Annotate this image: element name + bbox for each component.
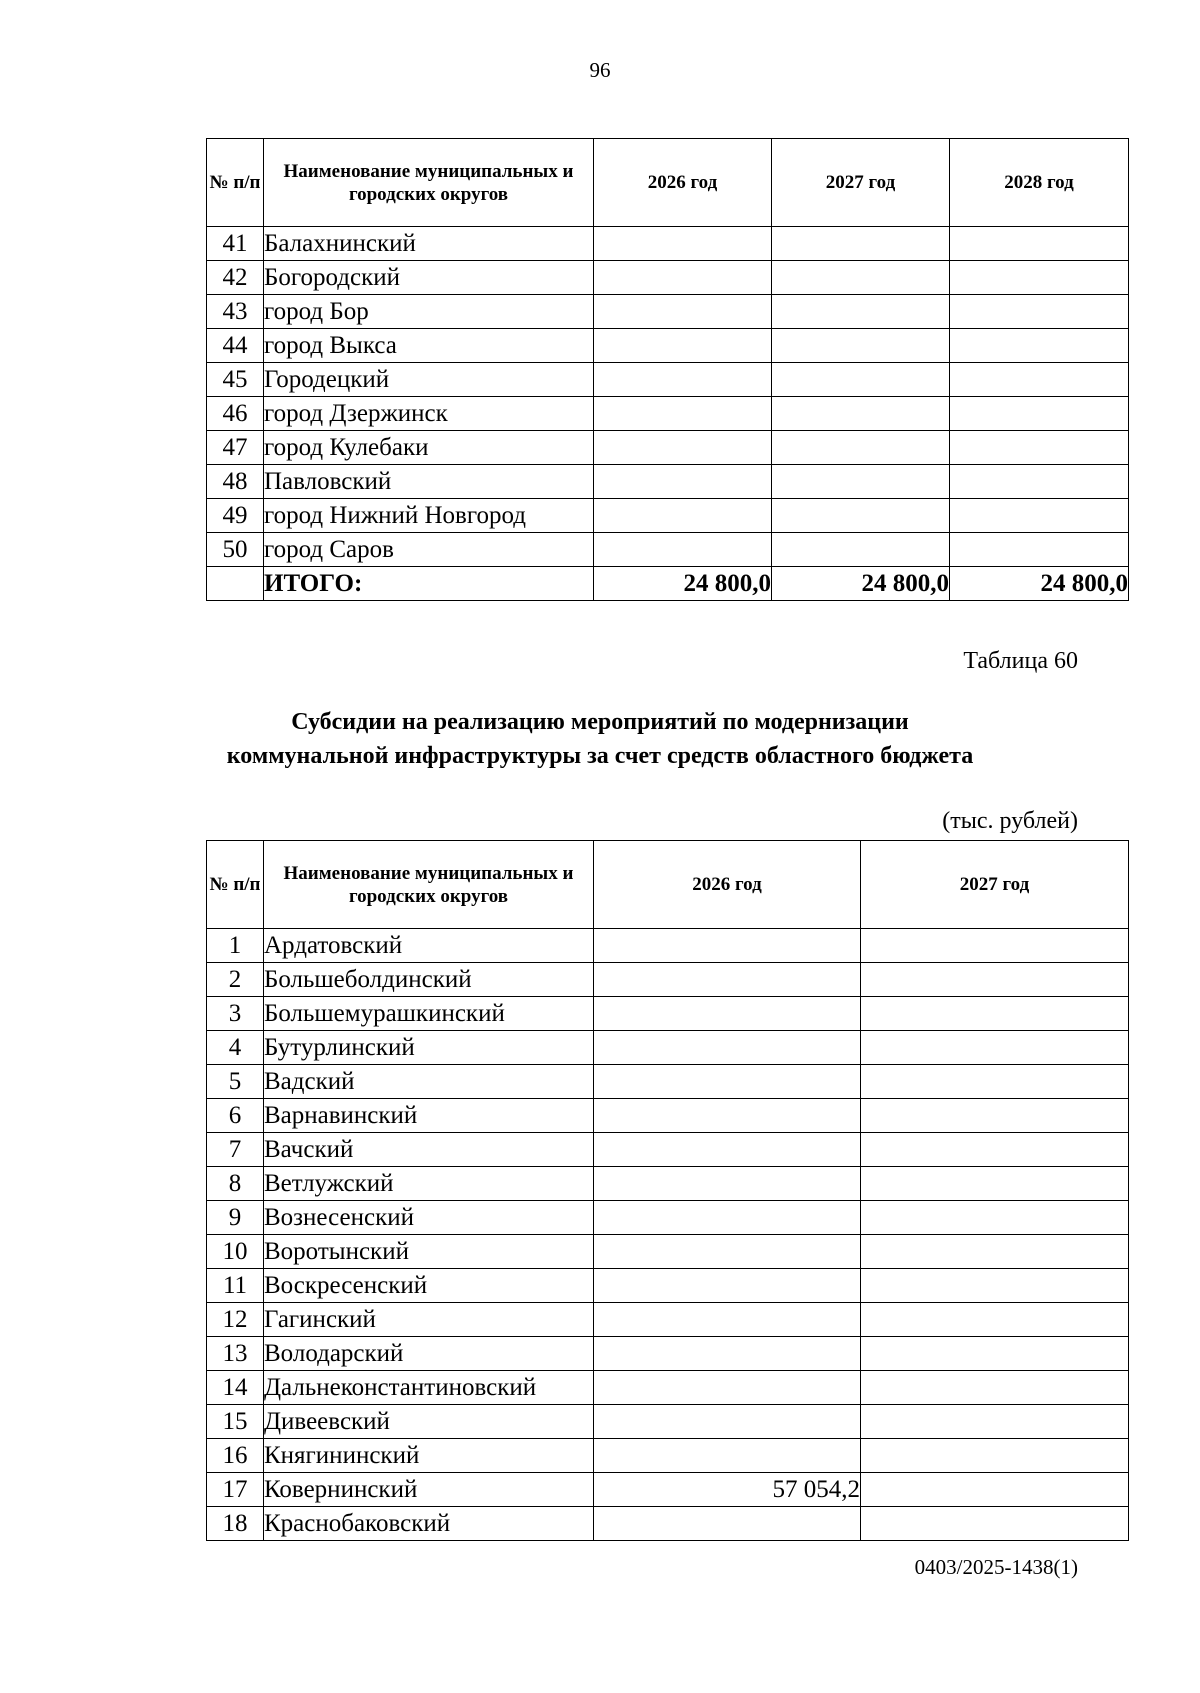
municipality-name: Дальнеконстантиновский bbox=[264, 1371, 594, 1405]
table-row bbox=[207, 997, 1129, 1031]
row-number: 6 bbox=[207, 1099, 264, 1133]
value-cell bbox=[950, 295, 1129, 329]
table-row bbox=[207, 329, 1129, 363]
value-cell bbox=[772, 431, 950, 465]
row-number: 9 bbox=[207, 1201, 264, 1235]
value-cell bbox=[594, 1099, 861, 1133]
municipality-name: Ардатовский bbox=[264, 929, 594, 963]
row-number: 45 bbox=[207, 363, 264, 397]
row-number: 46 bbox=[207, 397, 264, 431]
table-row bbox=[207, 1405, 1129, 1439]
municipality-name: Вадский bbox=[264, 1065, 594, 1099]
table-row bbox=[207, 261, 1129, 295]
municipality-name: Городецкий bbox=[264, 363, 594, 397]
row-number: 8 bbox=[207, 1167, 264, 1201]
value-cell bbox=[594, 227, 772, 261]
value-cell bbox=[950, 363, 1129, 397]
row-number: 11 bbox=[207, 1269, 264, 1303]
municipality-name: город Дзержинск bbox=[264, 397, 594, 431]
value-cell bbox=[594, 431, 772, 465]
table-row bbox=[207, 1337, 1129, 1371]
column-header-year-2026: 2026 год bbox=[594, 139, 772, 227]
section-title-line-1: Субсидии на реализацию мероприятий по модернизации bbox=[291, 709, 909, 735]
row-number: 18 bbox=[207, 1507, 264, 1541]
total-value-2027: 24 800,0 bbox=[772, 567, 950, 601]
municipality-name: Вознесенский bbox=[264, 1201, 594, 1235]
row-number: 48 bbox=[207, 465, 264, 499]
row-number: 49 bbox=[207, 499, 264, 533]
table-row bbox=[207, 1269, 1129, 1303]
value-cell bbox=[594, 1065, 861, 1099]
value-cell bbox=[772, 465, 950, 499]
table-caption: Таблица 60 bbox=[963, 648, 1078, 674]
total-num-cell bbox=[207, 567, 264, 601]
table-row bbox=[207, 227, 1129, 261]
value-cell bbox=[861, 1031, 1129, 1065]
value-cell bbox=[861, 997, 1129, 1031]
value-cell bbox=[861, 1371, 1129, 1405]
value-cell bbox=[861, 1133, 1129, 1167]
row-number: 15 bbox=[207, 1405, 264, 1439]
section-title bbox=[120, 705, 1080, 773]
total-value-2028: 24 800,0 bbox=[950, 567, 1129, 601]
table-row bbox=[207, 1439, 1129, 1473]
row-number: 41 bbox=[207, 227, 264, 261]
value-cell: 57 054,2 bbox=[594, 1473, 861, 1507]
section-title-line-2: коммунальной инфраструктуры за счет средств областного бюджета bbox=[226, 743, 974, 769]
table-row bbox=[207, 1235, 1129, 1269]
table-header-row bbox=[207, 139, 1129, 227]
table-row bbox=[207, 363, 1129, 397]
row-number: 16 bbox=[207, 1439, 264, 1473]
value-cell bbox=[772, 227, 950, 261]
table-row bbox=[207, 431, 1129, 465]
value-cell bbox=[594, 1405, 861, 1439]
table-row bbox=[207, 1099, 1129, 1133]
table-row bbox=[207, 1031, 1129, 1065]
municipality-name: город Бор bbox=[264, 295, 594, 329]
value-cell bbox=[594, 533, 772, 567]
row-number: 10 bbox=[207, 1235, 264, 1269]
value-cell bbox=[594, 1337, 861, 1371]
value-cell bbox=[861, 1099, 1129, 1133]
table-row bbox=[207, 1473, 1129, 1507]
value-cell bbox=[594, 261, 772, 295]
municipality-name: Павловский bbox=[264, 465, 594, 499]
column-header-num: № п/п bbox=[207, 139, 264, 227]
municipality-name: Большеболдинский bbox=[264, 963, 594, 997]
total-label: ИТОГО: bbox=[264, 567, 594, 601]
table-row bbox=[207, 397, 1129, 431]
column-header-name: Наименование муниципальных и городских округов bbox=[264, 139, 594, 227]
table-row bbox=[207, 1133, 1129, 1167]
value-cell bbox=[594, 929, 861, 963]
value-cell bbox=[772, 397, 950, 431]
value-cell bbox=[594, 1439, 861, 1473]
value-cell bbox=[950, 397, 1129, 431]
value-cell bbox=[950, 533, 1129, 567]
municipality-name: город Нижний Новгород bbox=[264, 499, 594, 533]
table-row bbox=[207, 1201, 1129, 1235]
value-cell bbox=[594, 1235, 861, 1269]
table-row bbox=[207, 1507, 1129, 1541]
value-cell bbox=[861, 929, 1129, 963]
municipality-name: Княгининский bbox=[264, 1439, 594, 1473]
value-cell bbox=[594, 499, 772, 533]
value-cell bbox=[861, 1167, 1129, 1201]
municipality-name: город Выкса bbox=[264, 329, 594, 363]
value-cell bbox=[861, 963, 1129, 997]
value-cell bbox=[861, 1507, 1129, 1541]
value-cell bbox=[772, 363, 950, 397]
row-number: 4 bbox=[207, 1031, 264, 1065]
municipality-name: Большемурашкинский bbox=[264, 997, 594, 1031]
value-cell bbox=[594, 1269, 861, 1303]
value-cell bbox=[861, 1201, 1129, 1235]
value-cell bbox=[950, 329, 1129, 363]
value-cell bbox=[594, 997, 861, 1031]
value-cell bbox=[594, 963, 861, 997]
row-number: 47 bbox=[207, 431, 264, 465]
value-cell bbox=[594, 329, 772, 363]
table-row bbox=[207, 465, 1129, 499]
value-cell bbox=[594, 1133, 861, 1167]
value-cell bbox=[861, 1337, 1129, 1371]
row-number: 1 bbox=[207, 929, 264, 963]
row-number: 12 bbox=[207, 1303, 264, 1337]
value-cell bbox=[950, 465, 1129, 499]
value-cell bbox=[594, 1507, 861, 1541]
row-number: 2 bbox=[207, 963, 264, 997]
column-header-name: Наименование муниципальных и городских округов bbox=[264, 841, 594, 929]
municipality-name: Воротынский bbox=[264, 1235, 594, 1269]
table-row bbox=[207, 295, 1129, 329]
table-row bbox=[207, 533, 1129, 567]
value-cell bbox=[772, 329, 950, 363]
municipality-name: Краснобаковский bbox=[264, 1507, 594, 1541]
value-cell bbox=[772, 533, 950, 567]
municipality-name: Володарский bbox=[264, 1337, 594, 1371]
value-cell bbox=[861, 1235, 1129, 1269]
row-number: 42 bbox=[207, 261, 264, 295]
value-cell bbox=[594, 295, 772, 329]
table-bottom bbox=[206, 840, 1129, 1541]
value-cell bbox=[950, 227, 1129, 261]
row-number: 14 bbox=[207, 1371, 264, 1405]
value-cell bbox=[594, 363, 772, 397]
municipality-name: город Саров bbox=[264, 533, 594, 567]
value-cell bbox=[772, 295, 950, 329]
total-value-2026: 24 800,0 bbox=[594, 567, 772, 601]
municipality-name: Ветлужский bbox=[264, 1167, 594, 1201]
value-cell bbox=[861, 1439, 1129, 1473]
value-cell bbox=[594, 1201, 861, 1235]
column-header-year-2027: 2027 год bbox=[772, 139, 950, 227]
municipality-name: Воскресенский bbox=[264, 1269, 594, 1303]
municipality-name: Богородский bbox=[264, 261, 594, 295]
column-header-year-2028: 2028 год bbox=[950, 139, 1129, 227]
municipality-name: Вачский bbox=[264, 1133, 594, 1167]
column-header-year-2027: 2027 год bbox=[861, 841, 1129, 929]
table-row bbox=[207, 499, 1129, 533]
value-cell bbox=[772, 261, 950, 295]
row-number: 5 bbox=[207, 1065, 264, 1099]
municipality-name: Балахнинский bbox=[264, 227, 594, 261]
table-row bbox=[207, 929, 1129, 963]
municipality-name: Ковернинский bbox=[264, 1473, 594, 1507]
value-cell bbox=[861, 1303, 1129, 1337]
municipality-name: Дивеевский bbox=[264, 1405, 594, 1439]
row-number: 13 bbox=[207, 1337, 264, 1371]
municipality-name: город Кулебаки bbox=[264, 431, 594, 465]
value-cell bbox=[861, 1269, 1129, 1303]
municipality-name: Гагинский bbox=[264, 1303, 594, 1337]
table-row bbox=[207, 1065, 1129, 1099]
units-label: (тыс. рублей) bbox=[942, 808, 1078, 834]
total-row bbox=[207, 567, 1129, 601]
value-cell bbox=[594, 397, 772, 431]
value-cell bbox=[861, 1405, 1129, 1439]
value-cell bbox=[861, 1473, 1129, 1507]
municipality-name: Бутурлинский bbox=[264, 1031, 594, 1065]
table-top bbox=[206, 138, 1129, 601]
column-header-year-2026: 2026 год bbox=[594, 841, 861, 929]
row-number: 3 bbox=[207, 997, 264, 1031]
value-cell bbox=[594, 1167, 861, 1201]
value-cell bbox=[594, 465, 772, 499]
table-row bbox=[207, 963, 1129, 997]
value-cell bbox=[950, 499, 1129, 533]
table-row bbox=[207, 1371, 1129, 1405]
value-cell bbox=[594, 1303, 861, 1337]
table-row bbox=[207, 1167, 1129, 1201]
row-number: 43 bbox=[207, 295, 264, 329]
value-cell bbox=[950, 261, 1129, 295]
table-header-row bbox=[207, 841, 1129, 929]
table-row bbox=[207, 1303, 1129, 1337]
row-number: 17 bbox=[207, 1473, 264, 1507]
row-number: 44 bbox=[207, 329, 264, 363]
document-code: 0403/2025-1438(1) bbox=[914, 1555, 1078, 1579]
row-number: 50 bbox=[207, 533, 264, 567]
value-cell bbox=[861, 1065, 1129, 1099]
value-cell bbox=[594, 1371, 861, 1405]
value-cell bbox=[594, 1031, 861, 1065]
value-cell bbox=[772, 499, 950, 533]
column-header-num: № п/п bbox=[207, 841, 264, 929]
page-number: 96 bbox=[589, 58, 611, 82]
row-number: 7 bbox=[207, 1133, 264, 1167]
municipality-name: Варнавинский bbox=[264, 1099, 594, 1133]
value-cell bbox=[950, 431, 1129, 465]
